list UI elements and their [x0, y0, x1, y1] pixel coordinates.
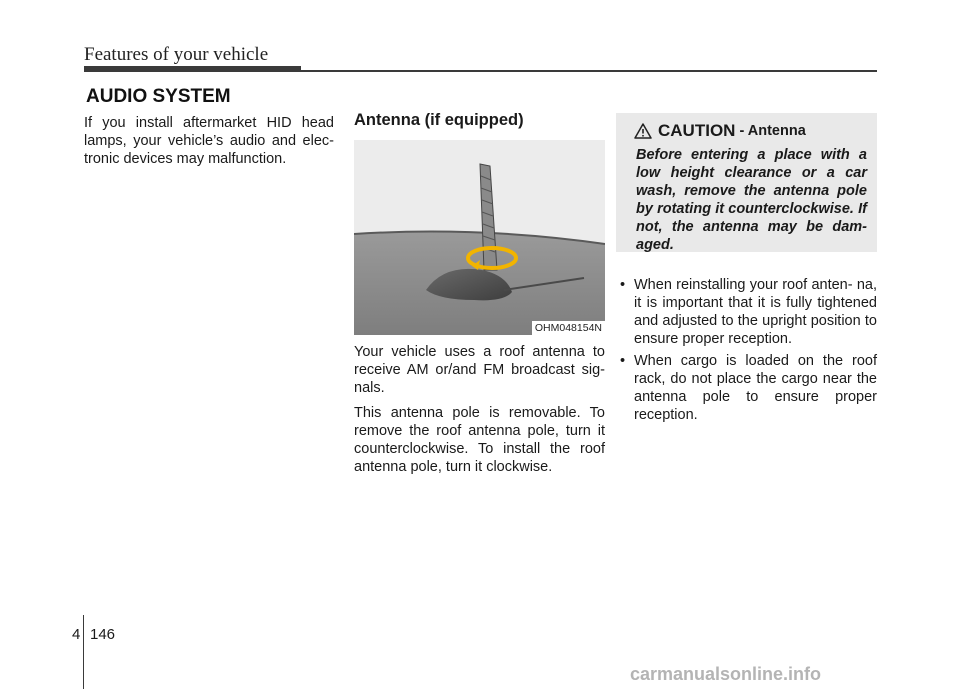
watermark: carmanualsonline.info: [630, 664, 822, 684]
header-rule-thick: [84, 66, 301, 72]
warning-triangle-icon: [634, 123, 652, 139]
bullet-icon: •: [620, 277, 626, 293]
antenna-paragraph: Your vehicle uses a roof antenna to receive AM or/and FM broadcast sig- nals.: [354, 344, 605, 396]
antenna-illustration: [354, 140, 605, 335]
list-item: [620, 352, 877, 424]
caution-box: [616, 113, 877, 252]
caution-label: CAUTION: [658, 121, 736, 140]
list-item-text: When reinstalling your roof anten- na, it is important that it is fully tightened and adjusted to the upright position to ensure proper reception.: [634, 277, 877, 347]
caution-text: Before entering a place with a low height clearance or a car wash, remove the antenna pole by rotating it counterclockwise. If not, the antenna may be dam- aged.: [636, 147, 867, 253]
chapter-number: 4: [72, 626, 81, 643]
page-number: 146: [90, 626, 116, 643]
list-item: [620, 276, 877, 348]
header-rule-thin: [301, 70, 877, 72]
antenna-bullet-list: [620, 276, 877, 428]
antenna-figure: [354, 140, 605, 335]
figure-caption: OHM048154N: [532, 321, 605, 335]
caution-topic: - Antenna: [739, 123, 806, 139]
antenna-heading: Antenna (if equipped): [354, 111, 524, 129]
antenna-paragraph: This antenna pole is removable. To remove the roof antenna pole, turn it counterclockwise. To install the roof antenna pole, turn it clockwise.: [354, 405, 605, 475]
footer-divider: [83, 615, 84, 689]
bullet-icon: •: [620, 353, 626, 369]
header-title: Features of your vehicle: [84, 44, 269, 65]
list-item-text: When cargo is loaded on the roof rack, do not place the cargo near the antenna pole to ensure proper reception.: [634, 353, 877, 423]
caution-header: [628, 121, 867, 141]
antenna-description: [354, 343, 605, 483]
section-title: AUDIO SYSTEM: [86, 86, 231, 107]
hid-lamps-note: If you install aftermarket HID head lamps, your vehicle’s audio and elec- tronic devices may malfunction.: [84, 115, 334, 167]
